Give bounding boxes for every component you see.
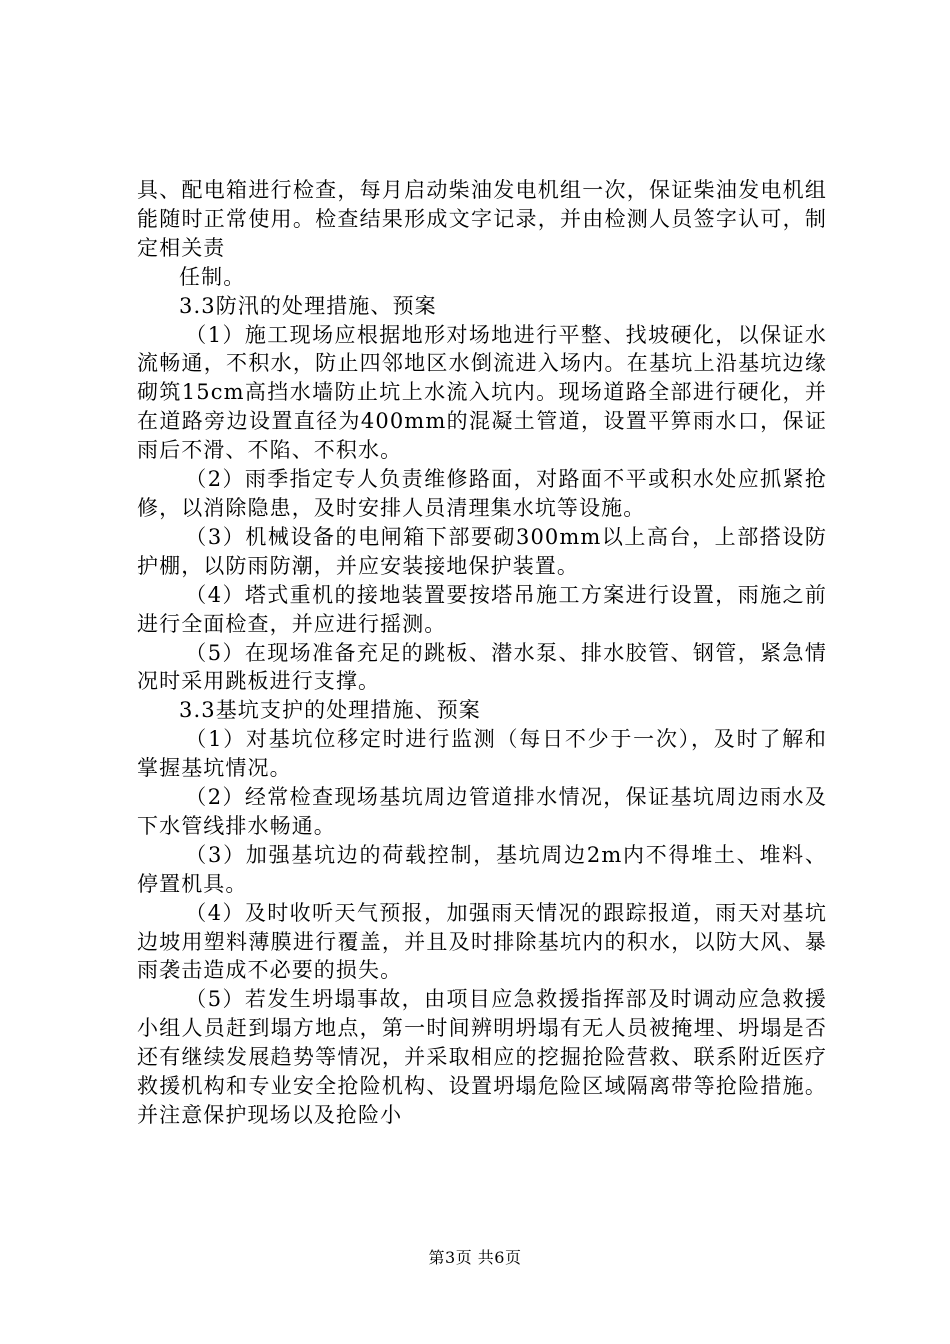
paragraph: 任制。	[179, 264, 246, 289]
paragraph: （2）经常检查现场基坑周边管道排水情况，保证基坑周边雨水及下水管线排水畅通。	[137, 785, 827, 838]
paragraph: （5）若发生坍塌事故，由项目应急救援指挥部及时调动应急救援小组人员赶到塌方地点，第一时间辨明坍塌有无人员被掩埋、坍塌是否还有继续发展趋势等情况，并采取相应的挖掘抢险营救、联系附近医疗救援机构和专业安全抢险机构、设置坍塌危险区域隔离带等抢险措施。并注意保护现场以及抢险小	[137, 987, 827, 1127]
paragraph: （5）在现场准备充足的跳板、潜水泵、排水胶管、钢管，紧急情况时采用跳板进行支撑。	[137, 640, 827, 694]
section-heading: 3.3防汛的处理措施、预案	[179, 293, 437, 318]
page-number-footer: 第3页 共6页	[428, 1248, 522, 1267]
paragraph: （3）机械设备的电闸箱下部要砌300mm以上高台，上部搭设防护棚，以防雨防潮，并应安装接地保护装置。	[137, 524, 827, 578]
paragraph: （4）及时收听天气预报，加强雨天情况的跟踪报道，雨天对基坑边坡用塑料薄膜进行覆盖，并且及时排除基坑内的积水，以防大风、暴雨袭击造成不必要的损失。	[137, 900, 827, 983]
paragraph: （1）对基坑位移定时进行监测（每日不少于一次），及时了解和掌握基坑情况。	[137, 727, 827, 781]
document-body	[137, 176, 827, 1130]
paragraph: （4）塔式重机的接地装置要按塔吊施工方案进行设置，雨施之前进行全面检查，并应进行摇测。	[137, 582, 827, 636]
paragraph: （2）雨季指定专人负责维修路面，对路面不平或积水处应抓紧抢修，以消除隐患，及时安排人员清理集水坑等设施。	[137, 467, 827, 520]
paragraph: （1）施工现场应根据地形对场地进行平整、找坡硬化，以保证水流畅通，不积水，防止四邻地区水倒流进入场内。在基坑上沿基坑边缘砌筑15cm高挡水墙防止坑上水流入坑内。现场道路全部进行硬化，并在道路旁边设置直径为400mm的混凝土管道，设置平箅雨水口，保证雨后不滑、不陷、不积水。	[137, 322, 827, 463]
section-heading: 3.3基坑支护的处理措施、预案	[179, 698, 481, 723]
paragraph: （3）加强基坑边的荷载控制，基坑周边2m内不得堆土、堆料、停置机具。	[137, 842, 827, 896]
paragraph: 具、配电箱进行检查，每月启动柴油发电机组一次，保证柴油发电机组能随时正常使用。检查结果形成文字记录，并由检测人员签字认可，制定相关责	[137, 178, 827, 260]
